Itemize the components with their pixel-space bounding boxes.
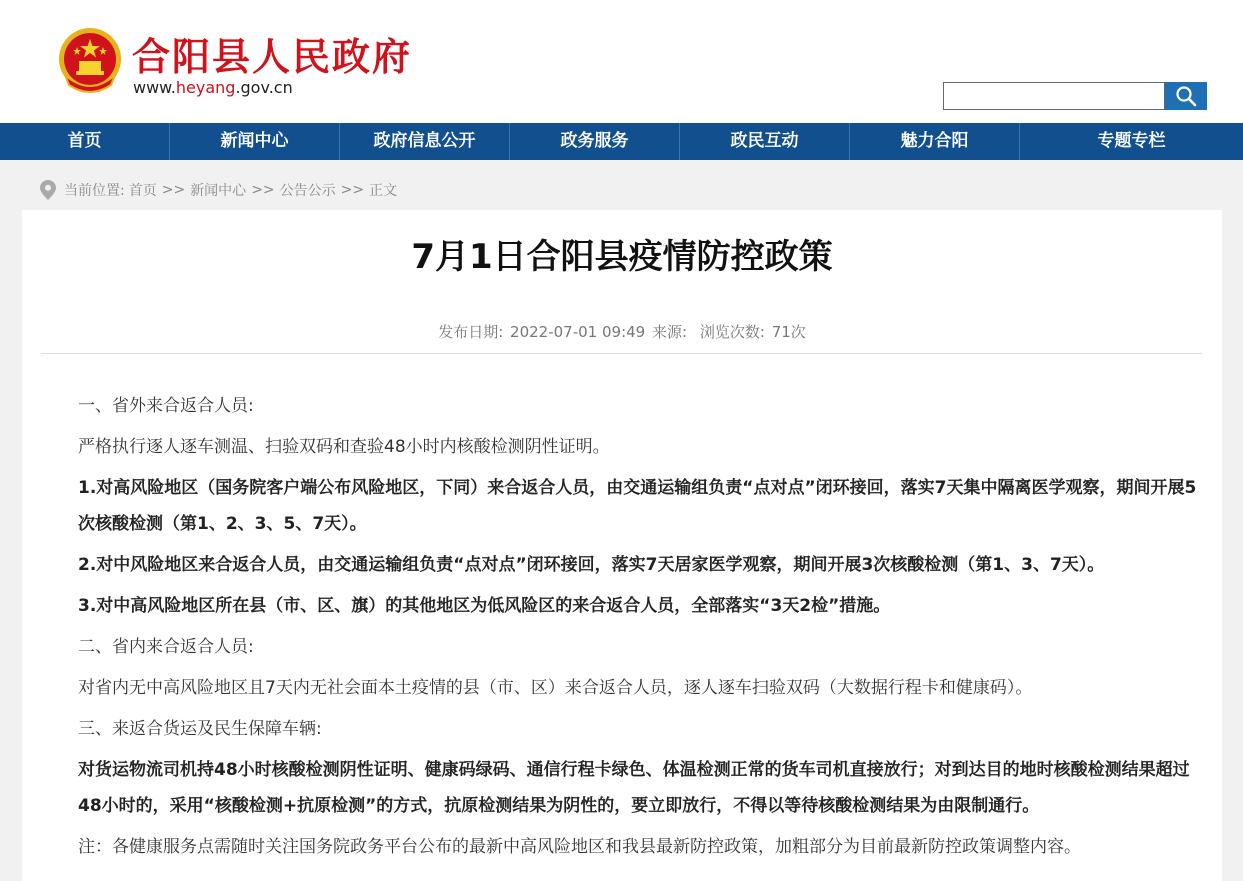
nav-item-services[interactable]: 政务服务 — [510, 123, 680, 160]
breadcrumb-separator: >> — [161, 182, 186, 198]
search-icon — [1175, 85, 1197, 107]
source-label: 来源: — [652, 323, 688, 341]
search-input[interactable] — [943, 82, 1165, 110]
paragraph: 三、来返合货运及民生保障车辆: — [78, 719, 322, 739]
breadcrumb — [40, 178, 397, 202]
nav-item-gov-info[interactable]: 政府信息公开 — [340, 123, 510, 160]
paragraph: 一、省外来合返合人员: — [78, 396, 254, 416]
paragraph: 二、省内来合返合人员: — [78, 637, 254, 657]
paragraph: 注：各健康服务点需随时关注国务院政务平台公布的最新中高风险地区和我县最新防控政策，加粗部分为目前最新防控政策调整内容。 — [78, 837, 1081, 857]
national-emblem-icon[interactable] — [55, 25, 125, 97]
publish-date: 2022-07-01 09:49 — [510, 323, 646, 341]
search-button[interactable] — [1165, 82, 1207, 110]
views-label: 浏览次数: — [699, 323, 765, 341]
site-url[interactable] — [133, 77, 293, 99]
paragraph: 严格执行逐人逐车测温、扫验双码和查验48小时内核酸检测阴性证明。 — [78, 437, 610, 457]
breadcrumb-item-news[interactable]: 新闻中心 — [190, 183, 247, 199]
paragraph-bold: 对货运物流司机持48小时核酸检测阴性证明、健康码绿码、通信行程卡绿色、体温检测正常的货车司机直接放行；对到达目的地时核酸检测结果超过48小时的，采用“核酸检测+抗原检测”的方式，抗原检测结果为阴性的，要立即放行，不得以等待核酸检测结果为由限制通行。 — [78, 760, 1190, 816]
main-nav — [0, 123, 1243, 160]
paragraph-bold: 2.对中风险地区来合返合人员，由交通运输组负责“点对点”闭环接回，落实7天居家医学观察，期间开展3次核酸检测（第1、3、7天）。 — [78, 555, 1105, 575]
nav-item-interaction[interactable]: 政民互动 — [680, 123, 850, 160]
site-header — [0, 0, 1243, 123]
breadcrumb-item-current: 正文 — [369, 183, 398, 199]
site-url-highlight: heyang — [175, 78, 236, 97]
nav-item-home[interactable]: 首页 — [0, 123, 170, 160]
nav-item-news[interactable]: 新闻中心 — [170, 123, 340, 160]
nav-item-topics[interactable]: 专题专栏 — [1097, 131, 1166, 151]
article-panel — [22, 210, 1222, 881]
paragraph-bold: 3.对中高风险地区所在县（市、区、旗）的其他地区为低风险区的来合返合人员，全部落实“3天2检”措施。 — [78, 596, 891, 616]
site-url-prefix: www. — [133, 78, 176, 97]
breadcrumb-separator: >> — [340, 182, 365, 198]
breadcrumb-item-home[interactable]: 首页 — [128, 183, 157, 199]
site-title[interactable]: 合阳县人民政府 — [132, 35, 413, 79]
divider — [41, 353, 1202, 354]
breadcrumb-separator: >> — [251, 182, 275, 198]
nav-item-charm[interactable]: 魅力合阳 — [850, 123, 1020, 160]
site-url-suffix: .gov.cn — [235, 78, 293, 97]
article-content — [78, 388, 1202, 870]
paragraph: 对省内无中高风险地区且7天内无社会面本土疫情的县（市、区）来合返合人员，逐人逐车扫验双码（大数据行程卡和健康码）。 — [78, 678, 1033, 698]
paragraph-bold: 1.对高风险地区（国务院客户端公布风险地区，下同）来合返合人员，由交通运输组负责“点对点”闭环接回，落实7天集中隔离医学观察，期间开展5次核酸检测（第1、2、3、5、7天）。 — [78, 478, 1197, 534]
article-meta — [22, 320, 1222, 344]
breadcrumb-prefix: 当前位置: — [64, 183, 125, 199]
location-pin-icon — [40, 180, 56, 200]
views-count: 71次 — [771, 323, 806, 341]
publish-label: 发布日期: — [438, 323, 504, 341]
breadcrumb-item-notices[interactable]: 公告公示 — [279, 183, 336, 199]
article-title: 7月1日合阳县疫情防控政策 — [411, 237, 833, 277]
